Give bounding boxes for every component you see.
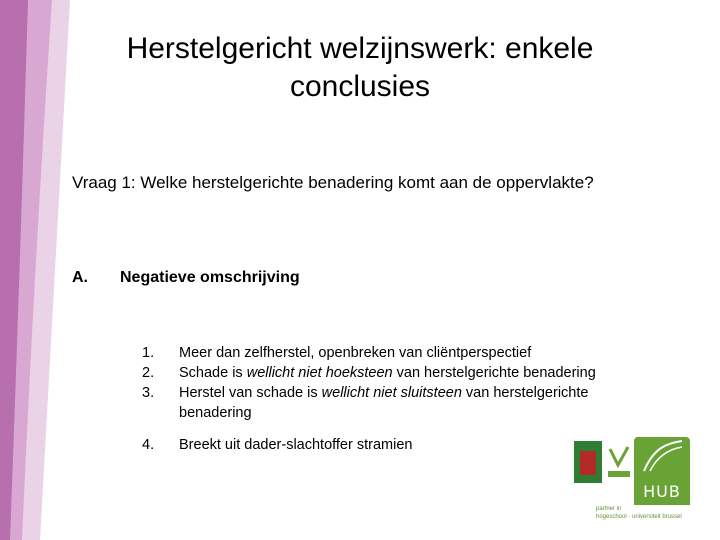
list-item-number: 2. [142, 365, 155, 381]
question-text: Vraag 1: Welke herstelgerichte benadering komt aan de oppervlakte? [72, 173, 594, 192]
list-item-number: 4. [142, 437, 155, 453]
list-item-number: 1. [142, 345, 155, 361]
list-item [130, 435, 610, 455]
list-item [130, 363, 610, 383]
list-spacer [130, 423, 610, 435]
emphasis: wellicht niet hoeksteen [246, 365, 393, 381]
partner-caption: partner in hogeschool · universiteit brussel [596, 506, 682, 520]
conclusion-list [130, 343, 610, 455]
ehsal-logo [604, 441, 634, 483]
list-item-number: 3. [142, 385, 155, 401]
ku-logo-mark [580, 451, 596, 475]
hub-logo [634, 437, 690, 505]
list-item-text: Breekt uit dader-slachtoffer stramien [179, 437, 413, 453]
hub-label: HUB [643, 482, 681, 501]
list-item [130, 383, 610, 423]
ku-leuven-logo [574, 441, 602, 483]
hub-logo-mark [634, 437, 690, 477]
list-item [130, 343, 610, 363]
section-letter: A. [72, 269, 88, 286]
list-item-text: Meer dan zelfherstel, openbreken van cliëntperspectief [179, 345, 532, 361]
section-heading: Negatieve omschrijving [120, 269, 300, 286]
list-item-text: Schade is wellicht niet hoeksteen van herstelgerichte benadering [179, 365, 596, 381]
partner-logos [574, 437, 690, 523]
list-item-text: Herstel van schade is wellicht niet sluitsteen van herstelgerichte benadering [179, 385, 589, 421]
emphasis: wellicht niet sluitsteen [321, 385, 462, 401]
slide-title: Herstelgericht welzijnswerk: enkele conclusies [126, 32, 594, 103]
